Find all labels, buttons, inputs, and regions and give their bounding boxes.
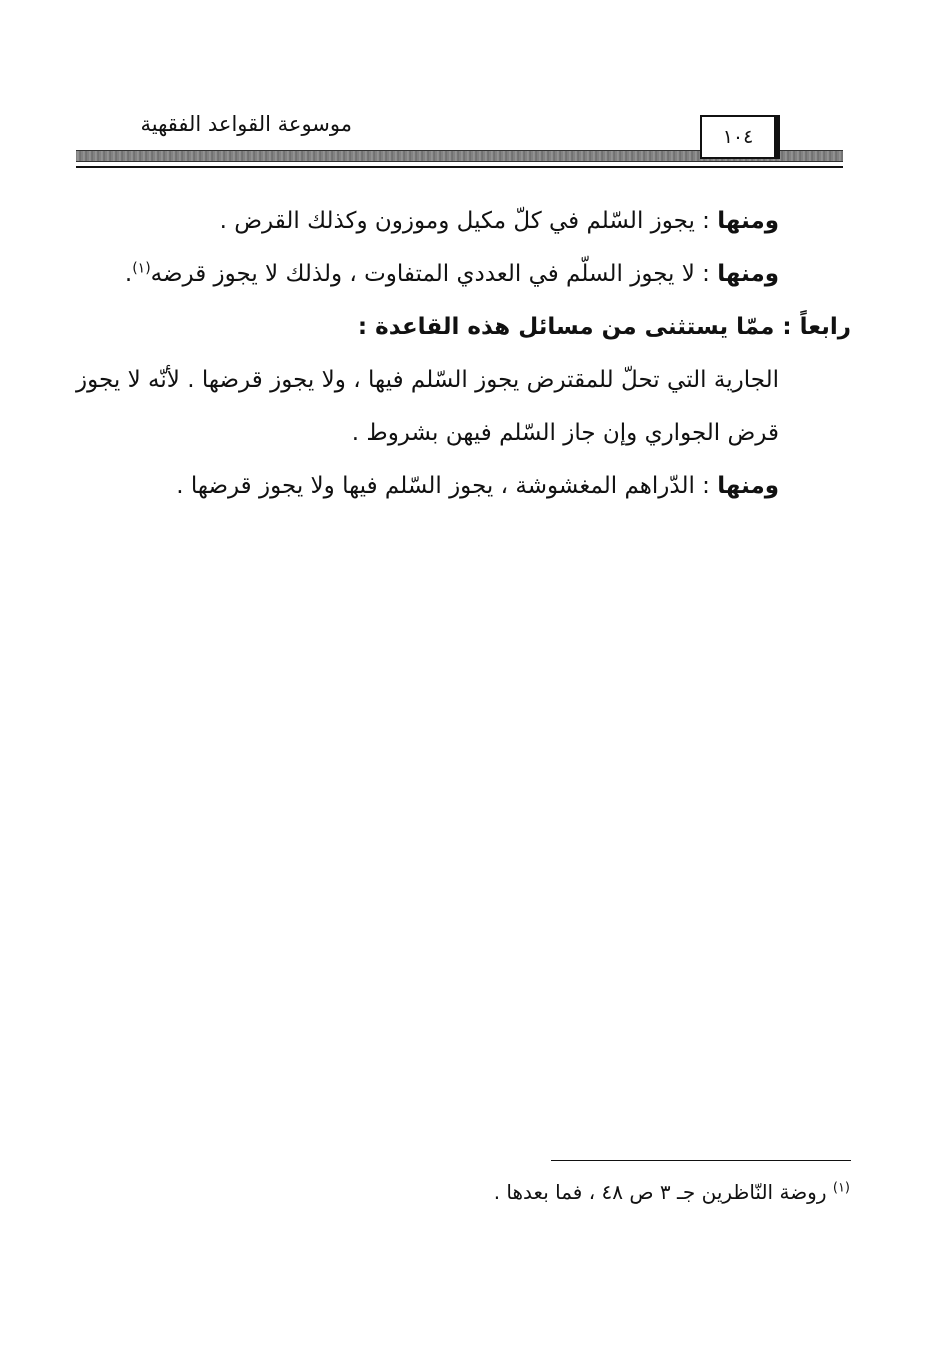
- paragraph-2: [76, 248, 851, 301]
- paragraph-3-text: الجارية التي تحلّ للمقترض يجوز السّلم فيها ، ولا يجوز قرضها . لأنّه لا يجوز قرض الجواري وإن جاز السّلم فيهن بشروط .: [76, 367, 779, 446]
- paragraph-4: [76, 460, 851, 513]
- header-divider: [76, 166, 843, 168]
- running-header-title: موسوعة القواعد الفقهية: [140, 112, 352, 136]
- footnote-reference[interactable]: (١): [132, 260, 151, 277]
- paragraph-2-keyword: ومنها: [717, 261, 779, 287]
- paragraph-3: [76, 354, 851, 460]
- footnote-divider: [551, 1160, 851, 1161]
- paragraph-4-text: : الدّراهم المغشوشة ، يجوز السّلم فيها ولا يجوز قرضها .: [176, 473, 718, 499]
- footnote-marker: (١): [832, 1180, 850, 1196]
- paragraph-1-keyword: ومنها: [717, 208, 779, 234]
- page-body: [76, 195, 851, 513]
- paragraph-1: [76, 195, 851, 248]
- footnote-text: روضة النّاظرين جـ ٣ ص ٤٨ ، فما بعدها .: [493, 1180, 833, 1204]
- paragraph-4-keyword: ومنها: [717, 473, 779, 499]
- paragraph-2-end: .: [124, 261, 133, 287]
- paragraph-1-text: : يجوز السّلم في كلّ مكيل وموزون وكذلك القرض .: [219, 208, 718, 234]
- footnote: [250, 1180, 850, 1204]
- section-heading: رابعاً : ممّا يستثنى من مسائل هذه القاعدة :: [357, 314, 851, 340]
- page-number: ١٠٤: [700, 115, 780, 159]
- paragraph-2-text: : لا يجوز السلّم في العددي المتفاوت ، ولذلك لا يجوز قرضه: [150, 261, 718, 287]
